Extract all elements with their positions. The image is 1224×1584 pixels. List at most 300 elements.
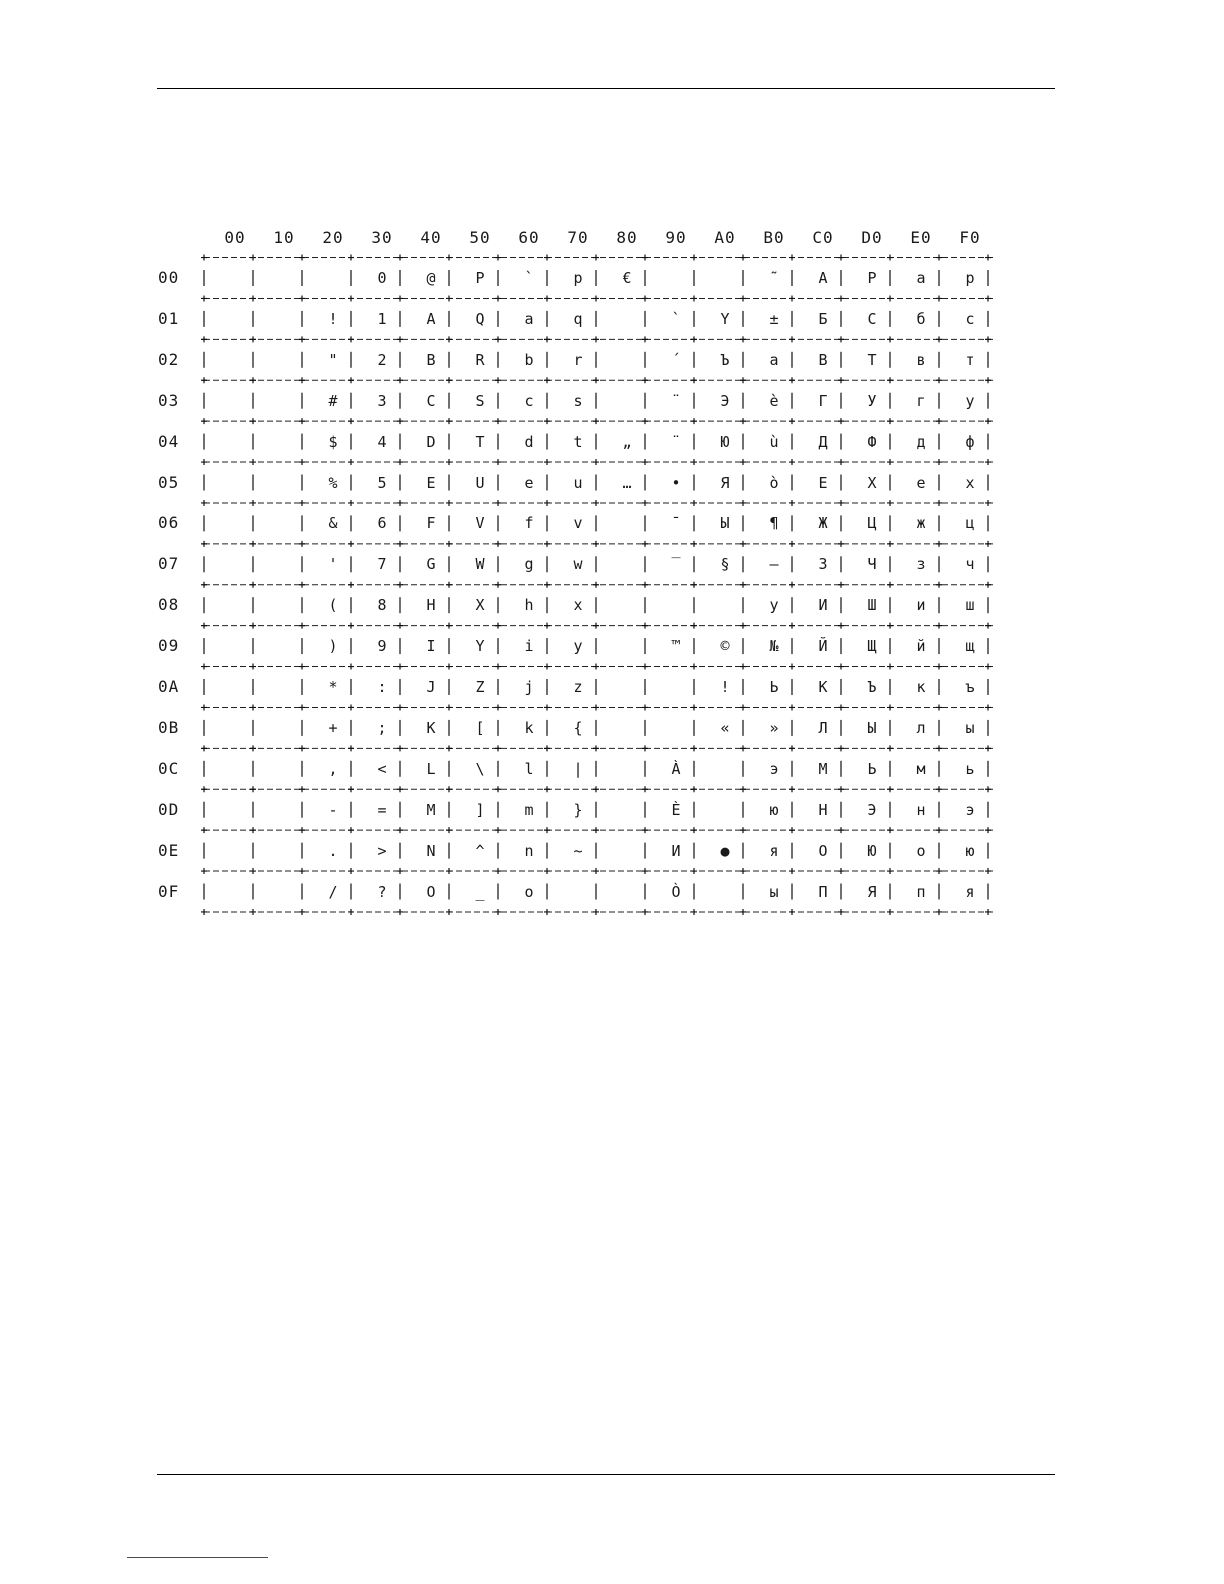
grid-cross-marker [299, 295, 305, 301]
grid-cross-marker [397, 459, 403, 465]
grid-cross-marker [397, 868, 403, 874]
grid-cross-marker [544, 500, 550, 506]
grid-cross-marker [397, 541, 403, 547]
grid-cross-marker [740, 459, 746, 465]
grid-cross-marker [250, 541, 256, 547]
column-header: 20 [322, 228, 344, 247]
character-cell: ò [769, 473, 779, 492]
character-cell: ^ [475, 841, 485, 860]
character-cell [213, 717, 257, 739]
grid-cross-marker [789, 909, 795, 915]
character-cell: т [965, 350, 975, 369]
character-cell: Ò [671, 882, 681, 901]
character-cell: | [573, 759, 583, 778]
column-header: F0 [959, 228, 981, 247]
grid-cross-marker [642, 704, 648, 710]
grid-cross-marker [250, 868, 256, 874]
grid-cross-marker [887, 295, 893, 301]
grid-cross-marker [250, 418, 256, 424]
grid-cross-marker [936, 664, 942, 670]
character-cell: „ [622, 432, 632, 451]
grid-cross-marker [495, 418, 501, 424]
grid-cross-marker [691, 541, 697, 547]
character-cell: ф [965, 432, 975, 451]
character-cell: э [769, 759, 779, 778]
column-header: 00 [224, 228, 246, 247]
grid-cross-marker [348, 541, 354, 547]
grid-cross-marker [348, 909, 354, 915]
column-header: 90 [665, 228, 687, 247]
character-cell: h [524, 596, 534, 615]
grid-cross-marker [936, 255, 942, 261]
character-cell: z [573, 678, 583, 696]
grid-cross-marker [446, 459, 452, 465]
grid-cross-marker [348, 336, 354, 342]
character-cell [605, 553, 649, 575]
grid-cross-marker [495, 336, 501, 342]
character-cell: T [475, 432, 485, 451]
grid-cross-marker [642, 500, 648, 506]
grid-cross-marker [397, 418, 403, 424]
grid-cross-marker [544, 827, 550, 833]
grid-cross-marker [789, 623, 795, 629]
character-cell [605, 308, 649, 330]
row-header: 02 [158, 349, 180, 369]
grid-cross-marker [887, 418, 893, 424]
grid-cross-marker [544, 255, 550, 261]
grid-cross-marker [201, 418, 207, 424]
character-cell [213, 553, 257, 575]
grid-cross-marker [299, 418, 305, 424]
grid-cross-marker [397, 786, 403, 792]
grid-cross-marker [936, 500, 942, 506]
character-cell: e [524, 473, 534, 492]
character-cell: Z [475, 678, 485, 696]
grid-cross-marker [985, 623, 991, 629]
grid-cross-marker [936, 418, 942, 424]
grid-cross-marker [299, 664, 305, 670]
character-cell [262, 840, 306, 862]
character-cell: ю [769, 800, 779, 819]
character-cell: х [965, 473, 975, 492]
grid-cross-marker [397, 582, 403, 588]
character-cell [703, 881, 747, 903]
grid-cross-marker [446, 786, 452, 792]
grid-cross-marker [201, 336, 207, 342]
grid-cross-marker [397, 745, 403, 751]
character-cell: Б [818, 309, 828, 328]
character-cell: _ [475, 882, 485, 901]
character-cell: d [524, 432, 534, 451]
column-header: 70 [567, 228, 589, 247]
grid-cross-marker [838, 541, 844, 547]
character-cell: Ц [867, 514, 877, 533]
character-cell: ы [965, 718, 975, 737]
character-cell: ш [965, 596, 975, 615]
character-cell: с [965, 309, 975, 328]
character-cell [213, 267, 257, 289]
grid-cross-marker [789, 827, 795, 833]
character-cell: a [524, 309, 534, 328]
grid-cross-marker [299, 745, 305, 751]
character-cell [605, 799, 649, 821]
character-cell: У [867, 391, 877, 410]
grid-cross-marker [495, 541, 501, 547]
grid-cross-marker [397, 295, 403, 301]
grid-cross-marker [495, 295, 501, 301]
grid-cross-marker [593, 336, 599, 342]
character-cell [213, 594, 257, 616]
character-cell [213, 799, 257, 821]
column-header: A0 [714, 228, 736, 247]
grid-cross-marker [593, 418, 599, 424]
grid-cross-marker [495, 255, 501, 261]
character-cell: ù [769, 432, 779, 451]
character-cell: ¨ [671, 432, 681, 451]
character-cell: ` [671, 309, 681, 328]
character-cell: О [818, 841, 828, 860]
grid-cross-marker [789, 541, 795, 547]
grid-cross-marker [691, 868, 697, 874]
character-cell: F [426, 514, 436, 533]
character-cell: @ [426, 269, 436, 287]
character-cell: щ [965, 637, 975, 656]
grid-cross-marker [985, 827, 991, 833]
grid-cross-marker [250, 745, 256, 751]
grid-cross-marker [446, 377, 452, 383]
character-cell [605, 840, 649, 862]
character-cell: ˜ [769, 269, 779, 287]
grid-cross-marker [250, 377, 256, 383]
character-cell: 0 [377, 269, 387, 287]
character-cell: й [916, 637, 926, 656]
character-cell: г [916, 391, 926, 410]
character-cell [605, 349, 649, 371]
grid-cross-marker [642, 909, 648, 915]
grid-cross-marker [691, 909, 697, 915]
character-cell: % [328, 473, 338, 492]
character-cell: Y [475, 637, 485, 656]
grid-cross-marker [887, 623, 893, 629]
character-cell: b [524, 350, 534, 369]
character-cell [262, 349, 306, 371]
character-cell: p [573, 269, 583, 287]
grid-cross-marker [887, 255, 893, 261]
grid-cross-marker [348, 418, 354, 424]
character-cell: у [769, 596, 779, 615]
grid-cross-marker [838, 909, 844, 915]
grid-cross-marker [642, 418, 648, 424]
grid-cross-marker [887, 664, 893, 670]
grid-cross-marker [348, 868, 354, 874]
grid-cross-marker [250, 336, 256, 342]
grid-cross-marker [936, 295, 942, 301]
character-cell: l [524, 759, 534, 778]
character-cell: { [573, 718, 583, 737]
grid-cross-marker [593, 500, 599, 506]
character-cell [262, 512, 306, 534]
character-cell: c [524, 391, 534, 410]
row-header: 0C [158, 758, 180, 778]
grid-cross-marker [887, 459, 893, 465]
grid-cross-marker [446, 704, 452, 710]
grid-cross-marker [936, 786, 942, 792]
character-cell: y [573, 637, 583, 656]
grid-cross-marker [642, 541, 648, 547]
character-cell [262, 267, 306, 289]
grid-cross-marker [642, 336, 648, 342]
grid-cross-marker [740, 827, 746, 833]
grid-cross-marker [642, 664, 648, 670]
grid-cross-marker [838, 664, 844, 670]
character-cell: К [818, 678, 828, 696]
character-cell: a [769, 350, 779, 369]
column-header: 80 [616, 228, 638, 247]
character-cell: è [769, 391, 779, 410]
grid-cross-marker [250, 704, 256, 710]
grid-cross-marker [593, 295, 599, 301]
character-cell: L [426, 759, 436, 778]
grid-cross-marker [593, 827, 599, 833]
grid-cross-marker [985, 582, 991, 588]
character-cell: V [475, 514, 485, 533]
character-cell: € [622, 269, 632, 287]
grid-cross-marker [299, 704, 305, 710]
grid-cross-marker [299, 868, 305, 874]
character-cell: : [377, 678, 387, 696]
grid-cross-marker [397, 909, 403, 915]
row-header: 0B [158, 717, 180, 737]
grid-cross-marker [593, 664, 599, 670]
character-cell: Ъ [867, 678, 877, 696]
header-rule [157, 88, 1055, 89]
grid-cross-marker [495, 500, 501, 506]
grid-cross-marker [544, 582, 550, 588]
row-header: 06 [158, 513, 180, 533]
grid-cross-marker [593, 704, 599, 710]
grid-cross-marker [985, 909, 991, 915]
column-header: D0 [861, 228, 883, 247]
grid-cross-marker [936, 745, 942, 751]
grid-cross-marker [740, 418, 746, 424]
character-cell: r [573, 350, 583, 369]
grid-cross-marker [936, 336, 942, 342]
character-cell [262, 553, 306, 575]
grid-cross-marker [495, 909, 501, 915]
column-header: E0 [910, 228, 932, 247]
character-cell: ь [965, 759, 975, 778]
grid-cross-marker [691, 336, 697, 342]
grid-cross-marker [691, 377, 697, 383]
grid-cross-marker [985, 541, 991, 547]
character-cell: x [573, 596, 583, 615]
character-cell: 5 [377, 473, 387, 492]
grid-cross-marker [936, 909, 942, 915]
character-cell: Ы [867, 718, 877, 737]
character-cell [213, 472, 257, 494]
character-cell: 6 [377, 514, 387, 533]
column-header: 50 [469, 228, 491, 247]
grid-cross-marker [985, 745, 991, 751]
character-cell: / [328, 882, 338, 901]
column-header: 30 [371, 228, 393, 247]
grid-cross-marker [642, 377, 648, 383]
character-cell: f [524, 514, 534, 533]
grid-cross-marker [985, 377, 991, 383]
grid-cross-marker [348, 500, 354, 506]
character-cell: 3 [377, 391, 387, 410]
character-cell: я [769, 841, 779, 860]
grid-cross-marker [201, 786, 207, 792]
grid-cross-marker [544, 664, 550, 670]
row-header: 0F [158, 881, 180, 901]
grid-cross-marker [544, 541, 550, 547]
grid-cross-marker [495, 582, 501, 588]
character-cell: ! [720, 678, 730, 696]
grid-cross-marker [593, 909, 599, 915]
grid-cross-marker [250, 827, 256, 833]
grid-cross-marker [593, 459, 599, 465]
character-cell: S [475, 391, 485, 410]
character-cell: И [671, 841, 681, 860]
character-cell: А [818, 269, 828, 287]
character-cell: s [573, 391, 583, 410]
character-cell: G [426, 555, 436, 574]
grid-cross-marker [985, 786, 991, 792]
grid-cross-marker [446, 541, 452, 547]
character-cell: ! [328, 309, 338, 328]
grid-cross-marker [838, 868, 844, 874]
grid-cross-marker [740, 255, 746, 261]
grid-cross-marker [446, 664, 452, 670]
column-header: 40 [420, 228, 442, 247]
character-cell: И [818, 596, 828, 615]
character-cell: о [916, 841, 926, 860]
character-cell: Ш [867, 596, 877, 615]
grid-cross-marker [544, 745, 550, 751]
grid-cross-marker [446, 500, 452, 506]
character-cell: Ю [867, 841, 877, 860]
grid-cross-marker [593, 623, 599, 629]
grid-cross-marker [299, 582, 305, 588]
character-cell [262, 758, 306, 780]
grid-cross-marker [642, 827, 648, 833]
grid-cross-marker [985, 868, 991, 874]
character-cell: ж [916, 514, 926, 533]
character-cell: X [475, 596, 485, 615]
character-cell [654, 676, 698, 698]
grid-cross-marker [446, 623, 452, 629]
character-cell: P [475, 269, 485, 287]
character-cell [605, 390, 649, 412]
character-cell: 9 [377, 637, 387, 656]
grid-cross-marker [446, 827, 452, 833]
character-cell: ю [965, 841, 975, 860]
character-cell: Я [720, 473, 730, 492]
character-cell: > [377, 841, 387, 860]
character-cell: D [426, 432, 436, 451]
character-cell [262, 308, 306, 330]
character-cell [262, 635, 306, 657]
grid-cross-marker [544, 377, 550, 383]
character-cell: н [916, 800, 926, 819]
character-cell: ¨ [671, 391, 681, 410]
character-cell: р [965, 269, 975, 287]
grid-cross-marker [250, 582, 256, 588]
row-header: 0A [158, 677, 180, 696]
character-cell: " [328, 350, 338, 369]
grid-cross-marker [495, 623, 501, 629]
grid-cross-marker [985, 255, 991, 261]
grid-cross-marker [495, 377, 501, 383]
grid-cross-marker [348, 664, 354, 670]
grid-cross-marker [691, 418, 697, 424]
grid-cross-marker [838, 377, 844, 383]
grid-cross-marker [887, 500, 893, 506]
character-cell: 4 [377, 432, 387, 451]
character-cell: д [916, 432, 926, 451]
grid-cross-marker [642, 255, 648, 261]
character-cell [703, 758, 747, 780]
character-cell: . [328, 841, 338, 860]
row-header: 00 [158, 268, 180, 287]
grid-cross-marker [789, 336, 795, 342]
character-cell: & [328, 514, 338, 533]
footer-link-underline[interactable] [127, 1557, 268, 1558]
character-cell: л [916, 718, 926, 737]
grid-cross-marker [348, 255, 354, 261]
grid-cross-marker [201, 541, 207, 547]
grid-cross-marker [838, 704, 844, 710]
grid-cross-marker [936, 827, 942, 833]
grid-cross-marker [838, 418, 844, 424]
grid-cross-marker [789, 745, 795, 751]
character-cell: … [622, 473, 632, 492]
character-cell: » [769, 718, 779, 737]
column-header: 10 [273, 228, 295, 247]
grid-cross-marker [789, 664, 795, 670]
row-header: 0E [158, 840, 180, 860]
grid-cross-marker [446, 868, 452, 874]
grid-cross-marker [593, 377, 599, 383]
character-cell: Y [720, 309, 730, 328]
grid-cross-marker [642, 868, 648, 874]
grid-cross-marker [593, 786, 599, 792]
character-cell [605, 594, 649, 616]
character-cell: 1 [377, 309, 387, 328]
character-cell [311, 267, 355, 289]
grid-cross-marker [201, 459, 207, 465]
grid-cross-marker [250, 459, 256, 465]
character-cell [605, 676, 649, 698]
character-cell: ± [769, 309, 779, 328]
grid-cross-marker [691, 827, 697, 833]
character-cell: № [769, 637, 779, 656]
grid-cross-marker [838, 745, 844, 751]
character-cell: M [426, 800, 436, 819]
grid-cross-marker [789, 500, 795, 506]
column-header: 60 [518, 228, 540, 247]
character-cell: Щ [867, 637, 877, 656]
character-cell [654, 717, 698, 739]
grid-cross-marker [348, 377, 354, 383]
grid-cross-marker [250, 664, 256, 670]
grid-cross-marker [740, 909, 746, 915]
grid-cross-marker [201, 868, 207, 874]
grid-cross-marker [936, 377, 942, 383]
grid-cross-marker [299, 909, 305, 915]
grid-cross-marker [642, 459, 648, 465]
